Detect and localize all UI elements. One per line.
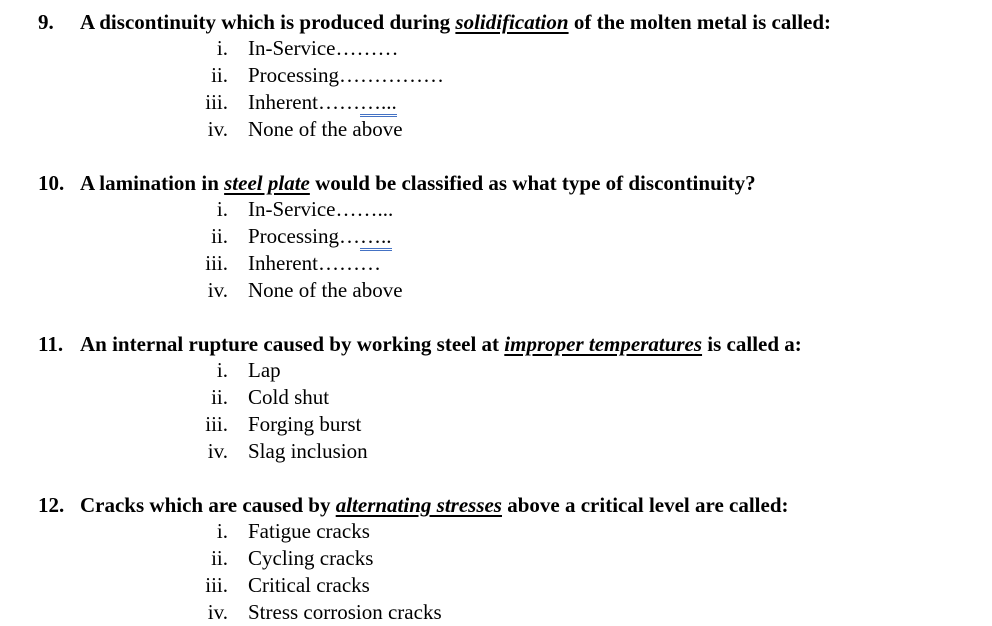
question-text-after: of the molten metal is called:: [568, 10, 832, 34]
question-emphasis: solidification: [455, 10, 569, 34]
option-label: None of the above: [248, 117, 403, 141]
option-item: [38, 277, 978, 304]
option-text: Critical cracks: [248, 573, 370, 597]
option-numeral: iii.: [205, 251, 228, 275]
option-label: In-Service: [248, 36, 336, 60]
option-dots: …: [339, 224, 360, 248]
option-numeral: iii.: [205, 573, 228, 597]
option-label: Processing: [248, 63, 339, 87]
option-text: [248, 250, 381, 277]
option-text: [248, 277, 403, 304]
option-label: Inherent: [248, 251, 318, 275]
option-dots: ……...: [335, 197, 394, 221]
option-text: Cycling cracks: [248, 546, 374, 570]
option-numeral: ii.: [211, 63, 228, 87]
option-item: [38, 116, 978, 143]
option-item: [38, 223, 978, 250]
option-item: [38, 438, 978, 465]
question-title: [38, 492, 978, 518]
option-item: [38, 572, 978, 599]
question-number: 9.: [38, 10, 54, 34]
question-text-after: above a critical level are called:: [501, 493, 789, 517]
option-text: [248, 62, 444, 89]
option-item: [38, 411, 978, 438]
option-item: [38, 357, 978, 384]
option-text: [248, 89, 397, 116]
spellcheck-underline-dots: …..: [360, 224, 392, 251]
question-number: 11.: [38, 332, 64, 356]
option-item: [38, 196, 978, 223]
option-item: [38, 599, 978, 626]
question-title: [38, 9, 978, 35]
question-text-before: An internal rupture caused by working steel at: [80, 332, 505, 356]
option-numeral: iii.: [205, 412, 228, 436]
option-numeral: iv.: [207, 117, 228, 141]
option-text: Slag inclusion: [248, 439, 368, 463]
option-numeral: i.: [216, 197, 228, 221]
option-numeral: i.: [216, 519, 228, 543]
question-10: [38, 170, 978, 304]
option-text: [248, 116, 403, 143]
question-title: [38, 170, 978, 196]
option-text: [248, 196, 393, 223]
option-text: Stress corrosion cracks: [248, 600, 442, 624]
question-12: [38, 492, 978, 626]
option-numeral: i.: [216, 358, 228, 382]
option-dots: ……………: [339, 63, 444, 87]
option-numeral: ii.: [211, 224, 228, 248]
question-title: [38, 331, 978, 357]
option-text: [248, 35, 398, 62]
option-item: [38, 384, 978, 411]
option-numeral: iv.: [207, 600, 228, 624]
option-numeral: iii.: [205, 90, 228, 114]
option-item: [38, 518, 978, 545]
option-numeral: i.: [216, 36, 228, 60]
question-text-before: A discontinuity which is produced during: [80, 10, 456, 34]
question-text-after: is called a:: [702, 332, 802, 356]
question-emphasis: alternating stresses: [335, 493, 502, 517]
question-9: [38, 9, 978, 143]
option-label: In-Service: [248, 197, 336, 221]
option-numeral: iv.: [207, 439, 228, 463]
option-text: Lap: [248, 358, 281, 382]
question-emphasis: steel plate: [224, 171, 310, 195]
option-label: Processing: [248, 224, 339, 248]
option-dots: ………: [335, 36, 399, 60]
question-11: [38, 331, 978, 465]
question-text-before: Cracks which are caused by: [80, 493, 336, 517]
question-number: 12.: [38, 493, 65, 517]
option-dots: ………: [317, 251, 381, 275]
spellcheck-underline-dots: …...: [360, 90, 397, 117]
option-numeral: ii.: [211, 385, 228, 409]
option-text: Forging burst: [248, 412, 362, 436]
option-text: Fatigue cracks: [248, 519, 370, 543]
option-item: [38, 35, 978, 62]
option-text: Cold shut: [248, 385, 330, 409]
question-text-before: A lamination in: [80, 171, 225, 195]
option-item: [38, 545, 978, 572]
option-dots: ……: [317, 90, 360, 114]
option-numeral: ii.: [211, 546, 228, 570]
option-item: [38, 62, 978, 89]
option-item: [38, 89, 978, 116]
question-emphasis: improper temperatures: [504, 332, 703, 356]
option-numeral: iv.: [207, 278, 228, 302]
option-label: None of the above: [248, 278, 403, 302]
question-number: 10.: [38, 171, 65, 195]
option-item: [38, 250, 978, 277]
option-label: Inherent: [248, 90, 318, 114]
question-text-after: would be classified as what type of discontinuity?: [309, 171, 756, 195]
option-text: [248, 223, 392, 250]
